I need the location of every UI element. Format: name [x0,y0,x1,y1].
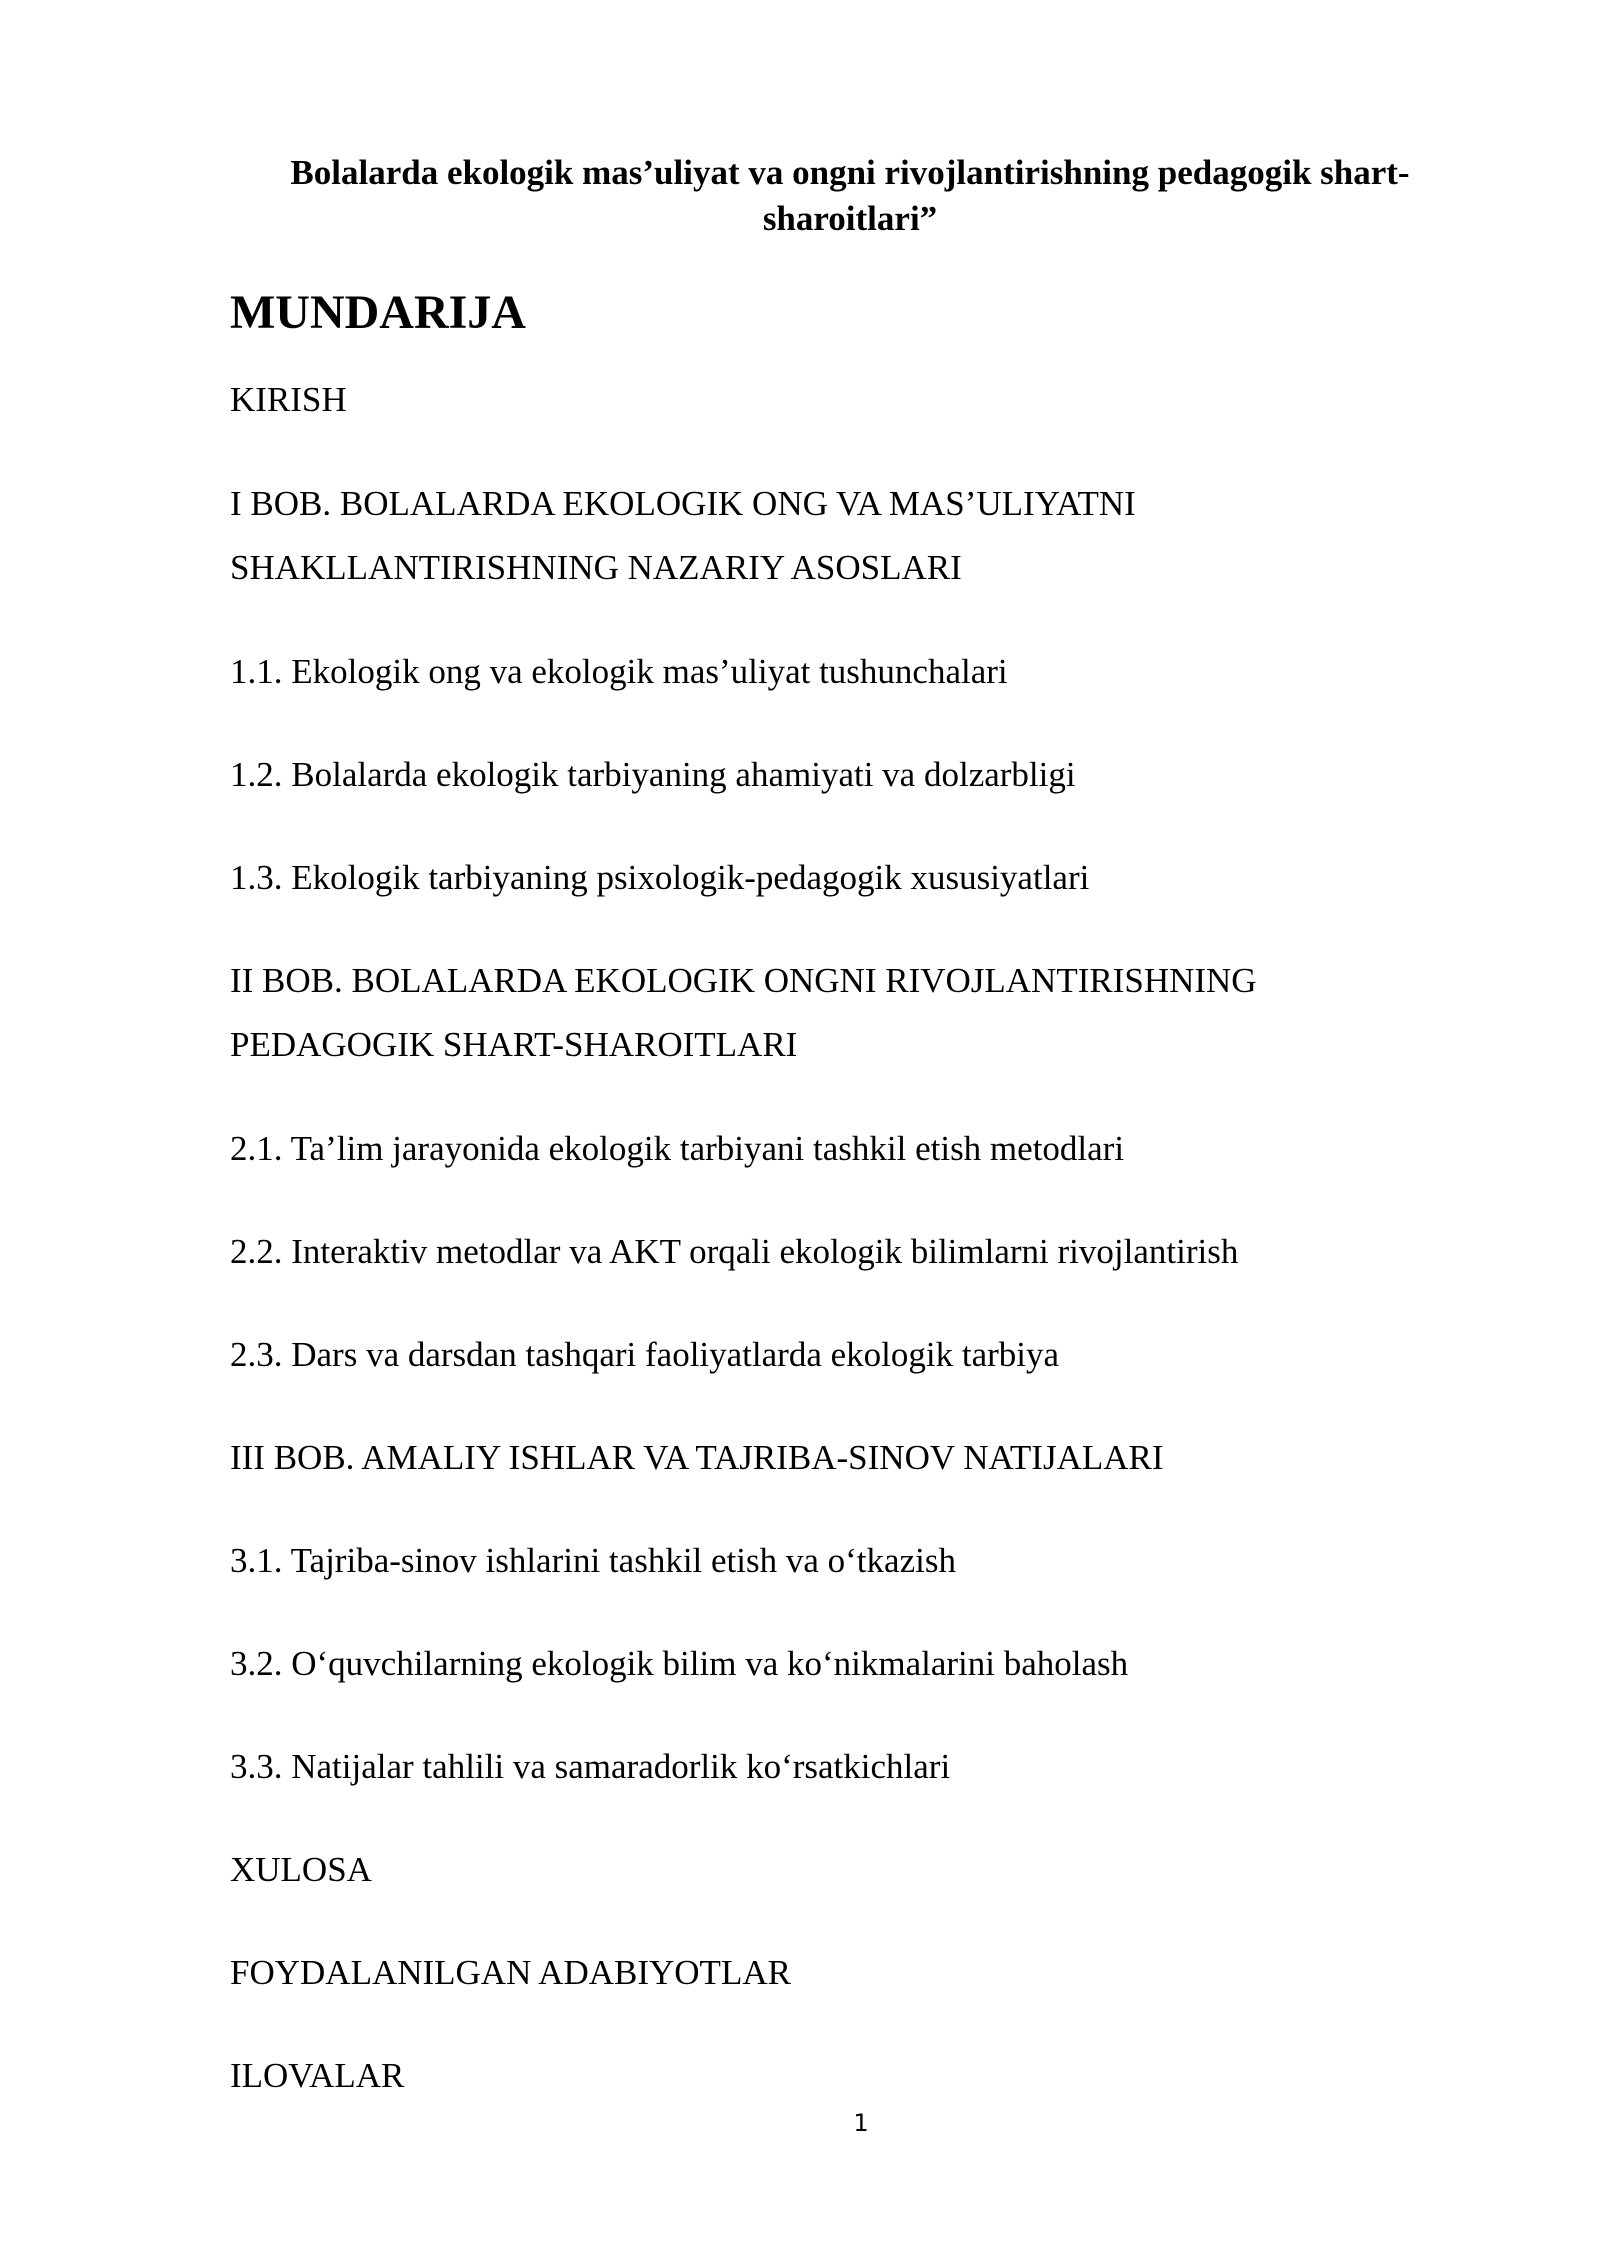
toc-item-text-continued: SHAKLLANTIRISHNING NAZARIY ASOSLARI [230,548,962,587]
toc-item-adabiyotlar [230,1941,1430,2005]
toc-item-text: KIRISH [230,380,347,419]
toc-item-text: 3.3. Natijalar tahlili va samaradorlik ko‘rsatkichlari [230,1747,951,1786]
toc-item-text: 1.2. Bolalarda ekologik tarbiyaning ahamiyati va dolzarbligi [230,755,1076,794]
document-title-line-1: Bolalarda ekologik mas’uliyat va ongni rivojlantirishning pedagogik shart- [290,153,1410,192]
toc-item-chapter-3 [230,1426,1430,1490]
toc-item-chapter-1 [230,472,1430,600]
toc-item-1-3 [230,846,1430,910]
toc-item-text: II BOB. BOLALARDA EKOLOGIK ONGNI RIVOJLANTIRISHNING [230,961,1257,1000]
toc-item-text: FOYDALANILGAN ADABIYOTLAR [230,1953,791,1992]
toc-item-text-continued: PEDAGOGIK SHART-SHAROITLARI [230,1025,798,1064]
toc-item-2-2 [230,1220,1430,1284]
toc-item-text: XULOSA [230,1850,372,1889]
toc-item-2-1 [230,1117,1430,1181]
toc-item-text: 1.1. Ekologik ong va ekologik mas’uliyat tushunchalari [230,652,1008,691]
toc-item-text: 2.1. Ta’lim jarayonida ekologik tarbiyani tashkil etish metodlari [230,1129,1125,1168]
toc-item-3-3 [230,1735,1430,1799]
toc-item-1-1 [230,640,1430,704]
toc-item-text: 3.1. Tajriba-sinov ishlarini tashkil etish va o‘tkazish [230,1541,956,1580]
toc-item-1-2 [230,743,1430,807]
toc-item-ilovalar [230,2044,1430,2108]
toc-item-chapter-2 [230,949,1430,1077]
document-title [230,150,1470,242]
toc-item-text: 2.3. Dars va darsdan tashqari faoliyatlarda ekologik tarbiya [230,1335,1060,1374]
toc-item-text: III BOB. AMALIY ISHLAR VA TAJRIBA-SINOV NATIJALARI [230,1438,1164,1477]
toc-item-3-1 [230,1529,1430,1593]
toc-heading: MUNDARIJA [230,286,526,339]
toc-item-text: ILOVALAR [230,2056,405,2095]
toc-item-kirish [230,368,1430,432]
toc-item-text: 2.2. Interaktiv metodlar va AKT orqali ekologik bilimlarni rivojlantirish [230,1232,1239,1271]
toc-item-text: 1.3. Ekologik tarbiyaning psixologik-pedagogik xususiyatlari [230,858,1090,897]
toc-item-text: 3.2. O‘quvchilarning ekologik bilim va ko‘nikmalarini baholash [230,1644,1129,1683]
toc-item-2-3 [230,1323,1430,1387]
document-title-line-2: sharoitlari” [762,199,938,238]
toc-item-xulosa [230,1838,1430,1902]
toc-item-3-2 [230,1632,1430,1696]
toc-item-text: I BOB. BOLALARDA EKOLOGIK ONG VA MAS’ULIYATNI [230,484,1136,523]
page-number: 1 [853,2109,869,2137]
